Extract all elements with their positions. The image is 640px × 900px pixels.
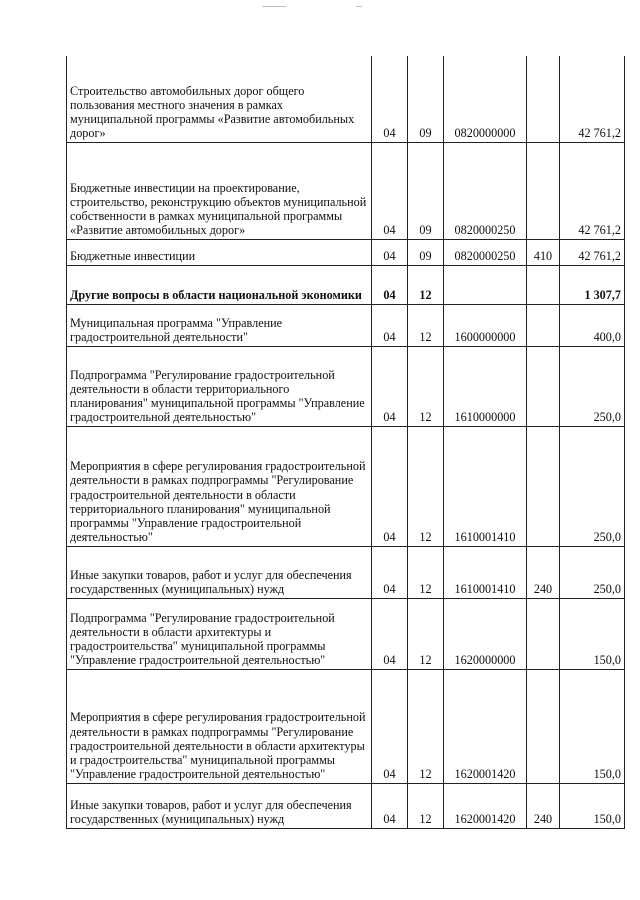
budget-table-body [67, 56, 625, 828]
row-subsection: 09 [408, 56, 444, 142]
row-amount: 42 761,2 [560, 239, 625, 265]
table-row [67, 783, 625, 828]
table-row [67, 265, 625, 304]
row-target-article: 1600000000 [444, 304, 527, 346]
table-row [67, 56, 625, 142]
row-target-article: 1610000000 [444, 346, 527, 426]
row-target-article: 1610001410 [444, 546, 527, 598]
row-amount: 42 761,2 [560, 56, 625, 142]
table-row [67, 598, 625, 669]
row-target-article: 1620001420 [444, 669, 527, 783]
row-section: 04 [372, 56, 408, 142]
row-amount: 250,0 [560, 346, 625, 426]
row-name: Мероприятия в сфере регулирования градостроительной деятельности в рамках подпрограммы "Регулирование градостроительной деятельности в области территориального планирования" муниципальной программы "Управление градостроительной деятельностью" [67, 426, 372, 546]
row-name: Иные закупки товаров, работ и услуг для обеспечения государственных (муниципальных) нужд [67, 546, 372, 598]
row-section: 04 [372, 598, 408, 669]
row-subsection: 12 [408, 265, 444, 304]
row-amount: 150,0 [560, 669, 625, 783]
row-section: 04 [372, 239, 408, 265]
row-expense-type: 410 [527, 239, 560, 265]
row-section: 04 [372, 783, 408, 828]
row-expense-type [527, 426, 560, 546]
row-expense-type [527, 346, 560, 426]
row-target-article: 0820000250 [444, 142, 527, 239]
row-expense-type [527, 56, 560, 142]
row-subsection: 09 [408, 239, 444, 265]
table-row [67, 142, 625, 239]
row-target-article: 0820000250 [444, 239, 527, 265]
row-expense-type [527, 669, 560, 783]
row-section: 04 [372, 304, 408, 346]
row-section: 04 [372, 426, 408, 546]
table-row [67, 239, 625, 265]
row-name: Бюджетные инвестиции [67, 239, 372, 265]
row-expense-type: 240 [527, 546, 560, 598]
document-page [66, 56, 624, 829]
row-target-article: 1620000000 [444, 598, 527, 669]
row-expense-type [527, 142, 560, 239]
row-subsection: 12 [408, 598, 444, 669]
row-amount: 250,0 [560, 546, 625, 598]
scan-artifact-line [262, 6, 286, 7]
row-expense-type: 240 [527, 783, 560, 828]
table-row [67, 346, 625, 426]
table-row [67, 669, 625, 783]
row-amount: 250,0 [560, 426, 625, 546]
row-subsection: 12 [408, 669, 444, 783]
row-amount: 1 307,7 [560, 265, 625, 304]
row-expense-type [527, 304, 560, 346]
row-target-article: 0820000000 [444, 56, 527, 142]
table-row [67, 546, 625, 598]
row-name: Бюджетные инвестиции на проектирование, строительство, реконструкцию объектов муниципальной собственности в рамках муниципальной программы «Развитие автомобильных дорог» [67, 142, 372, 239]
budget-table [66, 56, 625, 829]
row-amount: 400,0 [560, 304, 625, 346]
row-name: Муниципальная программа "Управление градостроительной деятельности" [67, 304, 372, 346]
row-subsection: 09 [408, 142, 444, 239]
row-section: 04 [372, 346, 408, 426]
scan-artifact-line [356, 6, 362, 7]
table-row [67, 304, 625, 346]
row-expense-type [527, 598, 560, 669]
row-subsection: 12 [408, 783, 444, 828]
row-name: Иные закупки товаров, работ и услуг для обеспечения государственных (муниципальных) нужд [67, 783, 372, 828]
row-target-article: 1610001410 [444, 426, 527, 546]
row-name: Другие вопросы в области национальной экономики [67, 265, 372, 304]
row-expense-type [527, 265, 560, 304]
row-target-article [444, 265, 527, 304]
table-row [67, 426, 625, 546]
row-subsection: 12 [408, 546, 444, 598]
row-subsection: 12 [408, 346, 444, 426]
row-name: Мероприятия в сфере регулирования градостроительной деятельности в рамках подпрограммы "Регулирование градостроительной деятельности в области архитектуры и градостроительства" муниципальной программы "Управление градостроительной деятельностью" [67, 669, 372, 783]
row-target-article: 1620001420 [444, 783, 527, 828]
row-section: 04 [372, 265, 408, 304]
row-name: Подпрограмма "Регулирование градостроительной деятельности в области архитектуры и градостроительства" муниципальной программы "Управление градостроительной деятельностью" [67, 598, 372, 669]
row-subsection: 12 [408, 304, 444, 346]
row-amount: 150,0 [560, 598, 625, 669]
row-section: 04 [372, 142, 408, 239]
row-name: Строительство автомобильных дорог общего пользования местного значения в рамках муниципальной программы «Развитие автомобильных дорог» [67, 56, 372, 142]
row-section: 04 [372, 669, 408, 783]
row-subsection: 12 [408, 426, 444, 546]
row-amount: 150,0 [560, 783, 625, 828]
row-name: Подпрограмма "Регулирование градостроительной деятельности в области территориального планирования" муниципальной программы "Управление градостроительной деятельностью" [67, 346, 372, 426]
row-amount: 42 761,2 [560, 142, 625, 239]
row-section: 04 [372, 546, 408, 598]
